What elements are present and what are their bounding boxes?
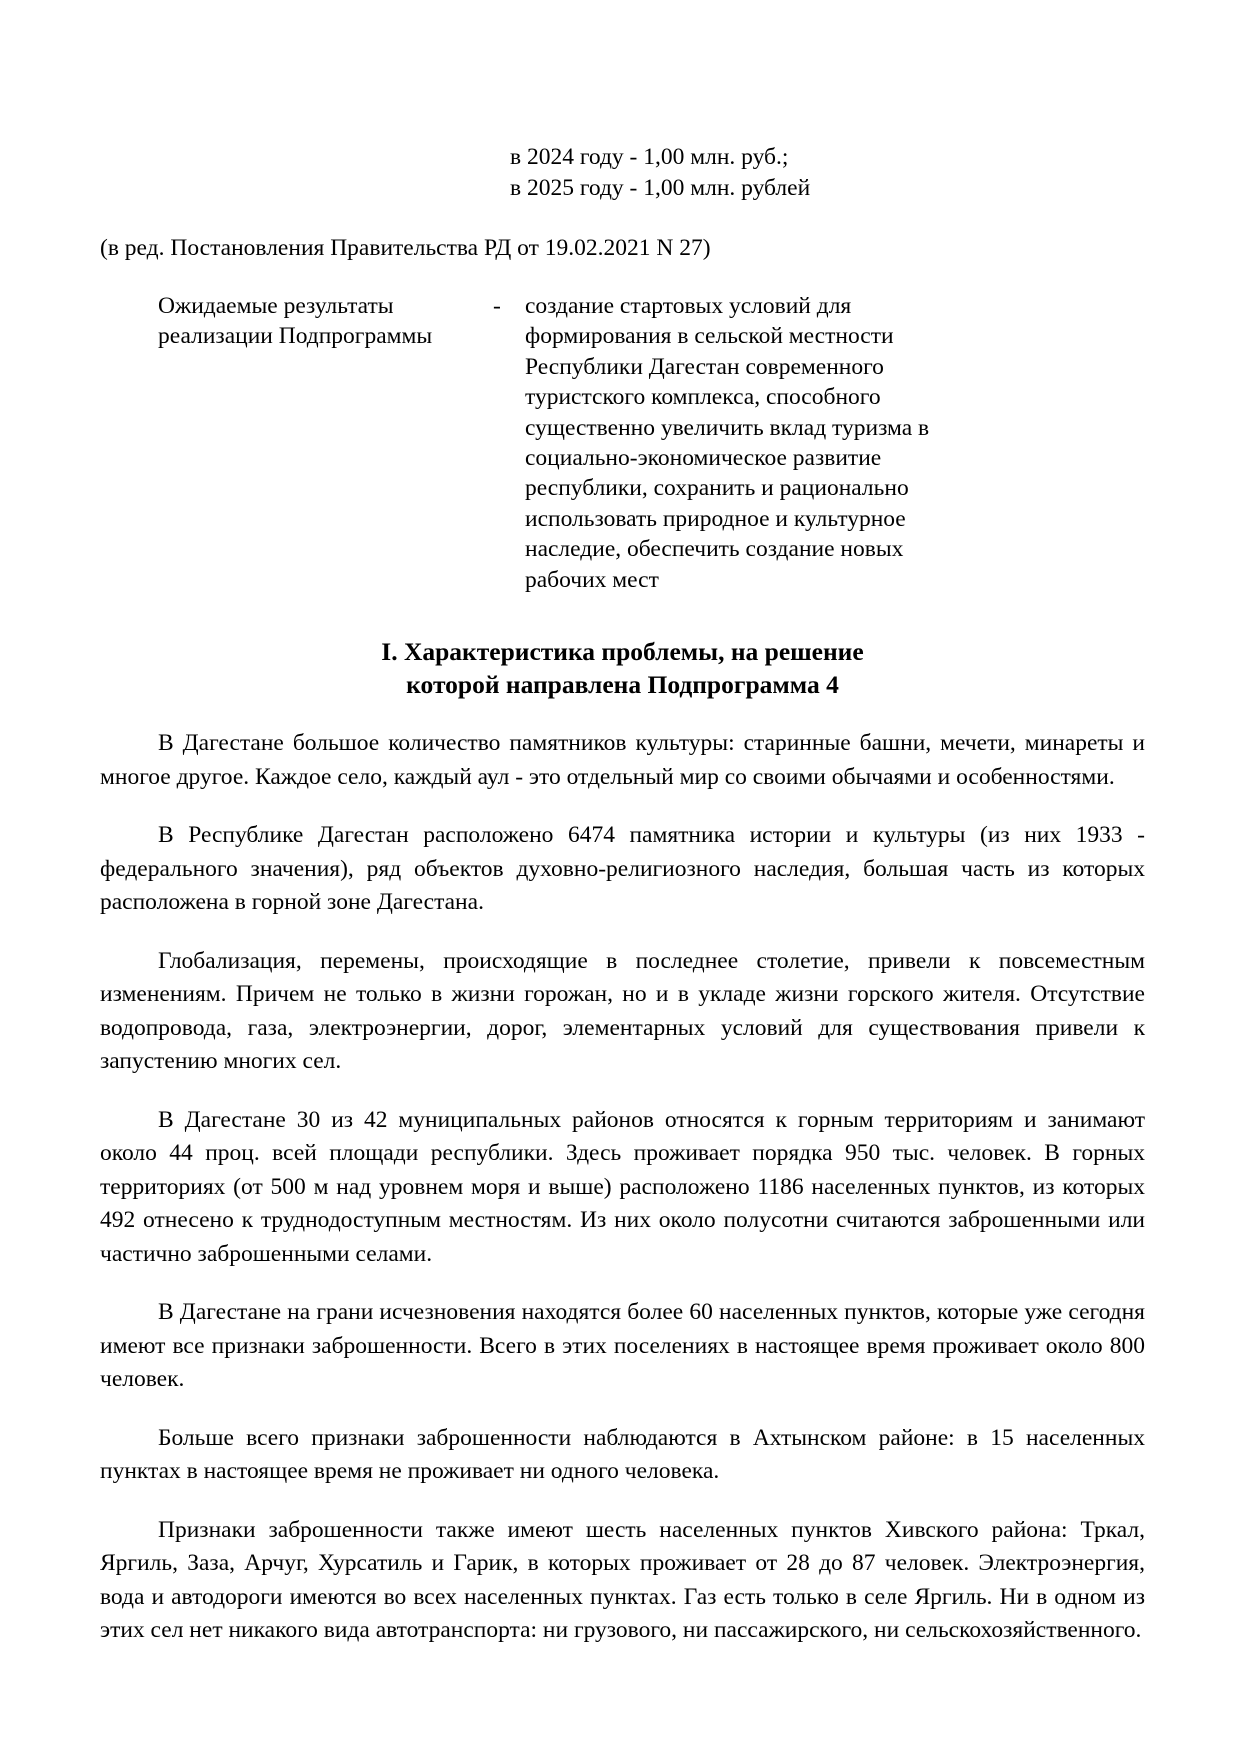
body-paragraph: В Республике Дагестан расположено 6474 памятника истории и культуры (из них 1933 - федерального значения), ряд объектов духовно-религиозного наследия, большая часть из которых расположена в горной зоне Дагестана.: [100, 822, 1145, 916]
expected-results-value-line: наследие, обеспечить создание новых: [525, 536, 904, 563]
funding-amounts-block: [100, 142, 1145, 204]
body-paragraph: В Дагестане большое количество памятников культуры: старинные башни, мечети, минареты и многое другое. Каждое село, каждый аул - это отдельный мир со своими обычаями и особенностями.: [100, 730, 1145, 790]
section-heading-line-2: которой направлена Подпрограмма 4: [406, 670, 839, 700]
table-row: [100, 291, 1145, 595]
expected-results-label-line-1: Ожидаемые результаты: [158, 293, 394, 319]
body-paragraph: В Дагестане 30 из 42 муниципальных районов относятся к горным территориям и занимают около 44 проц. всей площади республики. Здесь проживает порядка 950 тыс. человек. В горных территориях (от 500 м над уровнем моря и выше) расположено 1186 населенных пунктов, из которых 492 отнесено к труднодоступным местностям. Из них около полусотни считаются заброшенными или частично заброшенными селами.: [100, 1106, 1145, 1267]
body-paragraph: В Дагестане на грани исчезновения находятся более 60 населенных пунктов, которые уже сегодня имеют все признаки заброшенности. Всего в этих поселениях в настоящее время проживает около 800 человек.: [100, 1299, 1145, 1393]
expected-results-value-line: формирования в сельской местности: [525, 323, 894, 350]
expected-results-value-line: туристского комплекса, способного: [525, 384, 881, 411]
expected-results-label-cell: [100, 291, 493, 595]
expected-results-value-line: Республики Дагестан современного: [525, 353, 884, 380]
expected-results-value-cell: [525, 291, 1145, 595]
section-heading-line-1: I. Характеристика проблемы, на решение: [381, 637, 864, 667]
funding-line-2025: в 2025 году - 1,00 млн. рублей: [510, 175, 811, 201]
expected-results-value-line: использовать природное и культурное: [525, 505, 906, 532]
page-title: [100, 635, 1145, 701]
expected-results-label-line-2: реализации Подпрограммы: [158, 323, 433, 350]
expected-results-table: [100, 291, 1145, 595]
expected-results-value-line: социально-экономическое развитие: [525, 445, 882, 472]
body-paragraph: Больше всего признаки заброшенности наблюдаются в Ахтынском районе: в 15 населенных пунктах в настоящее время не проживает ни одного человека.: [100, 1424, 1145, 1485]
funding-line-2024: в 2024 году - 1,00 млн. руб.;: [510, 144, 789, 170]
expected-results-value-line: рабочих мест: [525, 566, 659, 593]
body-paragraph: Глобализация, перемены, происходящие в последнее столетие, привели к повсеместным изменениям. Причем не только в жизни горожан, но и в укладе жизни горского жителя. Отсутствие водопровода, газа, электроэнергии, дорог, элементарных условий для существования привели к запустению многих сел.: [100, 947, 1145, 1075]
expected-results-value-line: республики, сохранить и рационально: [525, 475, 909, 502]
expected-results-value-line: существенно увеличить вклад туризма в: [525, 414, 930, 441]
expected-results-dash: -: [493, 293, 501, 319]
expected-results-value-line: создание стартовых условий для: [525, 293, 852, 319]
amendment-reference: (в ред. Постановления Правительства РД от 19.02.2021 N 27): [100, 235, 711, 261]
body-paragraph: Признаки заброшенности также имеют шесть населенных пунктов Хивского района: Тркал, Яргиль, Заза, Арчуг, Хурсатиль и Гарик, в которых проживает от 28 до 87 человек. Электроэнергия, вода и автодороги имеются во всех населенных пунктах. Газ есть только в селе Яргиль. Ни в одном из этих сел нет никакого вида автотранспорта: ни грузового, ни пассажирского, ни сельскохозяйственного.: [100, 1516, 1145, 1644]
